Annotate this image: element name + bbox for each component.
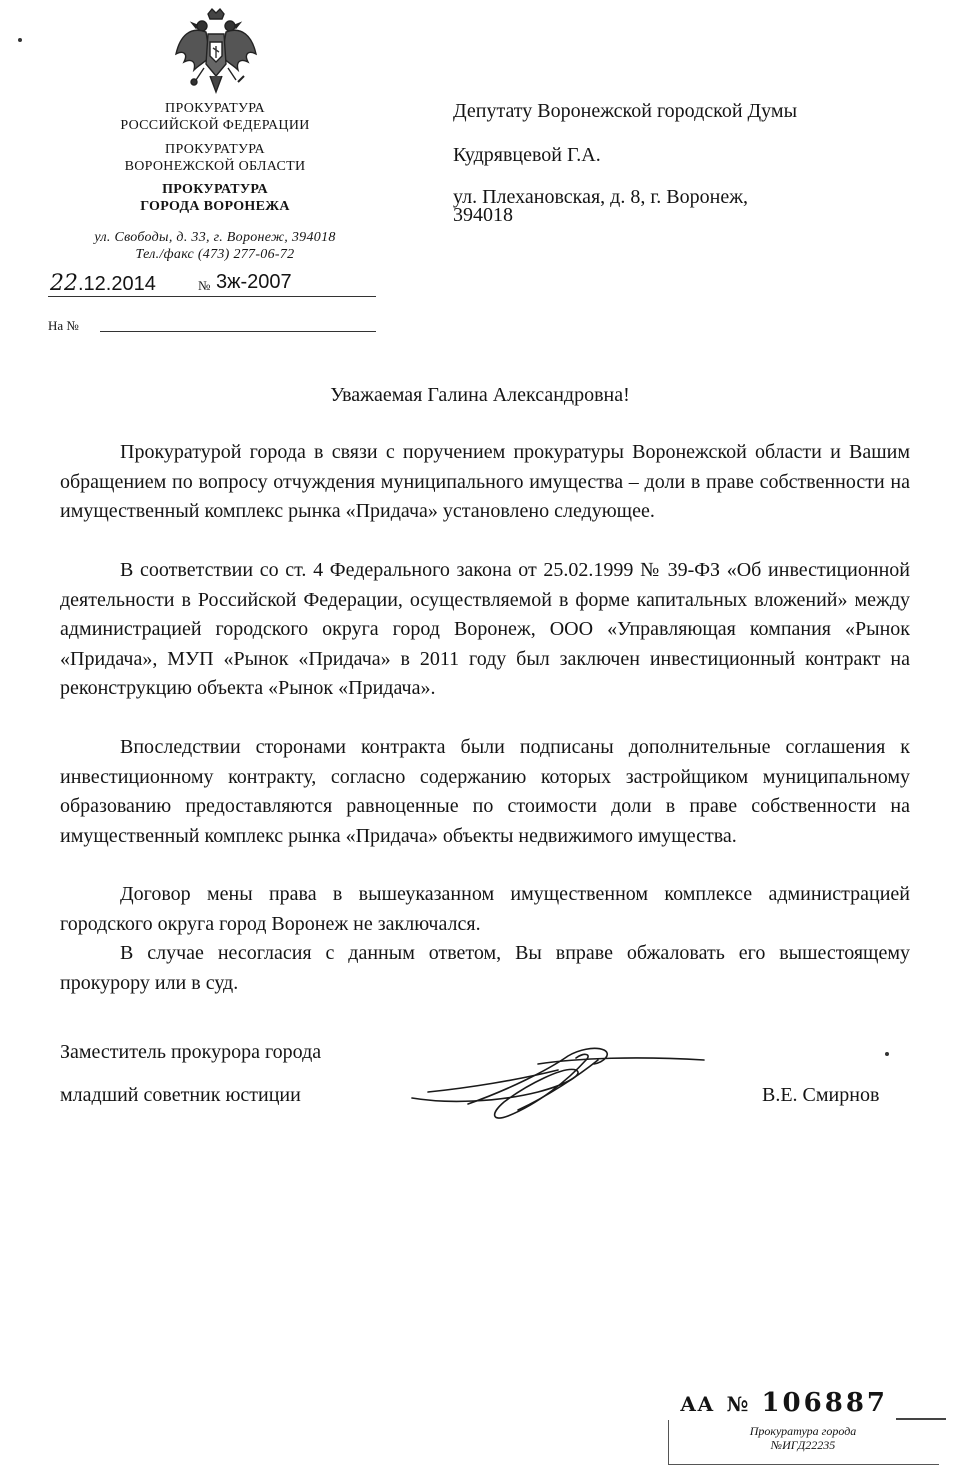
org-line: ПРОКУРАТУРА — [165, 142, 265, 157]
addressee-postcode: 394018 — [453, 204, 513, 226]
org-header-regional — [60, 141, 370, 175]
number-label: № — [198, 278, 211, 293]
reference-label: На № — [48, 318, 79, 333]
letter-date — [50, 271, 156, 296]
date-underline — [48, 296, 376, 297]
signer-name: В.Е. Смирнов — [762, 1084, 880, 1106]
org-header-city — [60, 181, 370, 215]
org-line: ГОРОДА ВОРОНЕЖА — [140, 199, 290, 214]
stamp-office: Прокуратура города — [749, 1424, 857, 1438]
addressee-name: Кудрявцевой Г.А. — [453, 144, 601, 166]
stamp-number: №ИГД22235 — [770, 1438, 836, 1452]
serial-prefix: АА — [680, 1392, 715, 1416]
body-paragraph — [60, 880, 910, 939]
serial-sign: № — [726, 1392, 750, 1416]
scan-speck — [18, 38, 22, 42]
date-printed: .12.2014 — [78, 273, 156, 295]
org-line: ВОРОНЕЖСКОЙ ОБЛАСТИ — [124, 159, 306, 174]
org-line: ПРОКУРАТУРА — [162, 182, 268, 197]
body-paragraph — [60, 939, 910, 998]
paragraph-text: Прокуратурой города в связи с поручением прокуратуры Воронежской области и Вашим обращением по вопросу отчуждения муниципального имущества – доли в праве собственности на имущественный комплекс рынка «Придача» установлено следующее. — [60, 441, 910, 522]
paragraph-text: Впоследствии сторонами контракта были подписаны дополнительные соглашения к инвестиционному контракту, согласно содержанию которых застройщиком муниципальному образованию предоставляются равноценные по стоимости доли в праве собственности на имущественный комплекс рынка «Придача» объекты недвижимого имущества. — [60, 736, 910, 847]
paragraph-text: В соответствии со ст. 4 Федерального закона от 25.02.1999 № 39-ФЗ «Об инвестиционной деятельности в Российской Федерации, осуществляемой в форме капитальных вложений» между администрацией городского округа город Воронеж, ООО «Управляющая компания «Рынок «Придача», МУП «Рынок «Придача» в 2011 году был заключен инвестиционный контракт на реконструкцию объекта «Рынок «Придача». — [60, 559, 910, 699]
salutation: Уважаемая Галина Александровна! — [330, 384, 630, 406]
serial-number — [680, 1388, 888, 1418]
body-paragraph — [60, 556, 910, 704]
date-handwritten: 22 — [50, 271, 78, 296]
serial-digits: 106887 — [761, 1388, 888, 1418]
org-header-federal — [60, 100, 370, 134]
org-phone: Тел./факс (473) 277-06-72 — [135, 247, 295, 262]
double-headed-eagle-icon — [170, 6, 262, 98]
org-contacts — [60, 229, 370, 263]
scan-speck — [885, 1052, 889, 1056]
body-paragraph — [60, 438, 910, 527]
addressee-position: Депутату Воронежской городской Думы — [453, 100, 798, 122]
org-line: ПРОКУРАТУРА — [165, 101, 265, 116]
signer-title: Заместитель прокурора города — [60, 1041, 322, 1063]
signer-rank: младший советник юстиции — [60, 1084, 301, 1106]
reference-underline — [100, 331, 376, 332]
paragraph-text: В случае несогласия с данным ответом, Вы вправе обжаловать его вышестоящему прокурору или в суд. — [60, 942, 910, 994]
handwritten-signature — [408, 1040, 708, 1130]
body-paragraph — [60, 733, 910, 851]
org-line: РОССИЙСКОЙ ФЕДЕРАЦИИ — [120, 118, 310, 133]
org-address: ул. Свободы, д. 33, г. Воронеж, 394018 — [94, 230, 336, 245]
paragraph-text: Договор мены права в вышеуказанном имущественном комплексе администрацией городского округа город Воронеж не заключался. — [60, 883, 910, 935]
addressee-street: ул. Плехановская, д. 8, г. Воронеж, — [453, 186, 749, 208]
letter-number: 3ж-2007 — [216, 271, 292, 293]
